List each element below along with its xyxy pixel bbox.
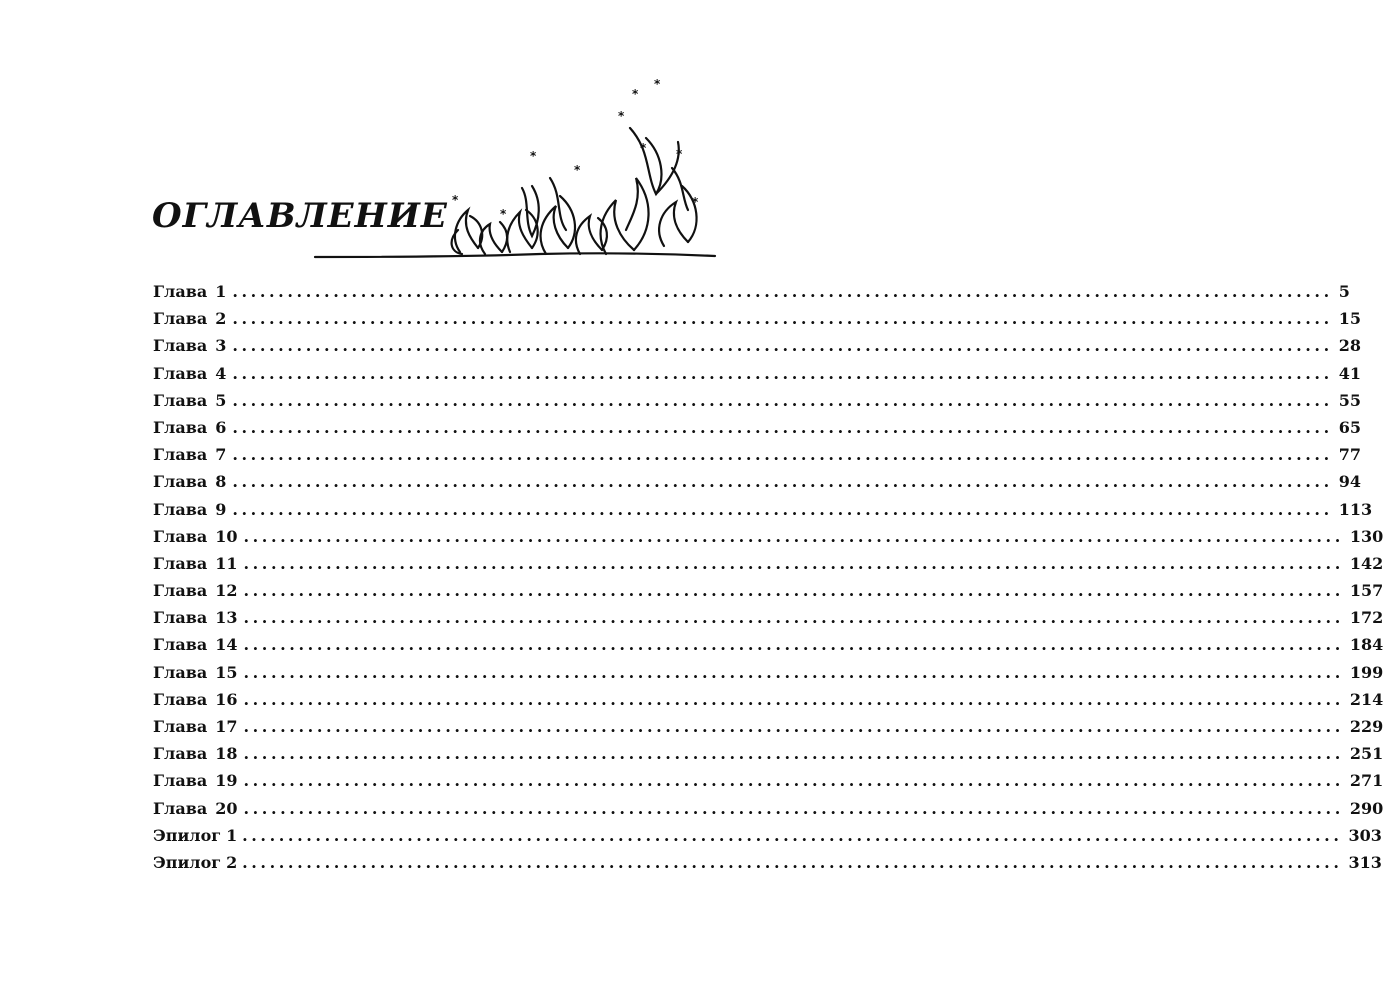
toc-entry-label: Эпилог	[153, 825, 222, 845]
toc-entry-label: Глава	[153, 282, 208, 301]
toc-page-number: 77	[1338, 445, 1362, 465]
toc-dot-leader: ........................................................................................................................	[243, 581, 1344, 601]
toc-dot-leader: ........................................................................................................................	[243, 717, 1344, 736]
toc-entry[interactable]	[153, 472, 1362, 499]
toc-entry-number: 5	[215, 390, 227, 410]
toc-page-number: 199	[1349, 662, 1383, 682]
toc-entry[interactable]	[153, 390, 1362, 418]
toc-page-number: 157	[1349, 581, 1383, 601]
toc-dot-leader: ........................................................................................................................	[232, 445, 1333, 465]
toc-entry-label: Глава	[153, 336, 208, 356]
toc-page-number: 130	[1349, 526, 1383, 546]
toc-dot-leader: ........................................................................................................................	[232, 336, 1333, 356]
toc-page-number: 142	[1349, 553, 1383, 573]
toc-page-number: 184	[1349, 635, 1383, 655]
toc-entry-number: 12	[215, 581, 238, 601]
toc-entry-number: 2	[226, 852, 238, 872]
toc-entry[interactable]	[153, 309, 1362, 336]
svg-text:*: *	[574, 163, 581, 177]
toc-entry-number: 3	[215, 336, 227, 356]
svg-text:*: *	[618, 109, 625, 123]
toc-entry-label: Глава	[153, 744, 208, 764]
toc-page-number: 5	[1338, 282, 1350, 301]
toc-entry[interactable]	[153, 635, 1383, 662]
toc-entry-number: 18	[215, 744, 238, 764]
toc-entry-number: 9	[215, 499, 227, 519]
page-title: ОГЛАВЛЕНИЕ	[152, 196, 448, 236]
toc-entry-number: 1	[226, 825, 238, 845]
toc-entry-label: Глава	[153, 472, 208, 492]
toc-page-number: 28	[1338, 336, 1362, 356]
toc-dot-leader: ........................................................................................................................	[243, 798, 1344, 818]
toc-page-number: 229	[1349, 717, 1383, 736]
toc-dot-leader: ........................................................................................................................	[232, 499, 1333, 519]
toc-dot-leader: ........................................................................................................................	[232, 363, 1333, 383]
toc-entry-label: Эпилог	[153, 852, 222, 872]
toc-entry[interactable]	[153, 282, 1350, 309]
toc-dot-leader: ........................................................................................................................	[232, 472, 1333, 492]
toc-page-number: 214	[1349, 689, 1383, 709]
toc-dot-leader: ........................................................................................................................	[243, 662, 1344, 682]
toc-entry-number: 6	[215, 417, 227, 437]
toc-entry-label: Глава	[153, 771, 208, 791]
toc-entry[interactable]	[153, 445, 1362, 472]
toc-dot-leader: ........................................................................................................................	[243, 635, 1344, 655]
toc-entry[interactable]	[153, 336, 1362, 363]
toc-dot-leader: ........................................................................................................................	[243, 771, 1344, 791]
toc-entry-number: 20	[215, 798, 238, 818]
toc-dot-leader: ........................................................................................................................	[243, 608, 1344, 628]
toc-entry-number: 19	[215, 771, 238, 791]
toc-entry-label: Глава	[153, 445, 208, 465]
toc-entry[interactable]	[153, 581, 1383, 608]
toc-entry-label: Глава	[153, 526, 208, 546]
toc-entry-number: 17	[215, 717, 238, 736]
toc-dot-leader: ........................................................................................................................	[242, 825, 1343, 845]
toc-dot-leader: ........................................................................................................................	[243, 689, 1344, 709]
toc-entry-label: Глава	[153, 417, 208, 437]
toc-entry-label: Глава	[153, 689, 208, 709]
toc-dot-leader: ........................................................................................................................	[243, 526, 1344, 546]
toc-entry-label: Глава	[153, 717, 208, 736]
toc-dot-leader: ........................................................................................................................	[232, 390, 1333, 410]
toc-entry-number: 4	[215, 363, 227, 383]
toc-entry-label: Глава	[153, 499, 208, 519]
toc-entry-label: Глава	[153, 363, 208, 383]
toc-entry-label: Глава	[153, 635, 208, 655]
toc-page-number: 65	[1338, 417, 1362, 437]
toc-entry-number: 15	[215, 662, 238, 682]
toc-entry-number: 1	[215, 282, 227, 301]
toc-entry[interactable]	[153, 608, 1383, 635]
toc-entry[interactable]	[153, 852, 1382, 880]
toc-entry[interactable]	[153, 499, 1373, 527]
toc-entry[interactable]	[153, 771, 1383, 798]
toc-page-number: 251	[1349, 744, 1383, 764]
toc-page-number: 290	[1349, 798, 1383, 818]
toc-entry-number: 8	[215, 472, 227, 492]
svg-text:*: *	[500, 207, 507, 221]
toc-entry[interactable]	[153, 363, 1362, 391]
toc-entry[interactable]	[153, 526, 1383, 554]
toc-entry-label: Глава	[153, 608, 208, 628]
toc-entry-number: 14	[215, 635, 238, 655]
toc-page-number: 15	[1338, 309, 1362, 329]
toc-entry[interactable]	[153, 689, 1383, 717]
toc-entry-number: 7	[215, 445, 227, 465]
toc-entry-label: Глава	[153, 662, 208, 682]
toc-entry[interactable]	[153, 662, 1383, 690]
svg-text:*: *	[640, 141, 647, 155]
toc-page-number: 271	[1349, 771, 1383, 791]
svg-text:*: *	[692, 195, 699, 209]
toc-entry[interactable]	[153, 717, 1383, 744]
toc-entry-number: 13	[215, 608, 238, 628]
toc-page-number: 313	[1348, 852, 1382, 872]
toc-entry-number: 2	[215, 309, 227, 329]
toc-dot-leader: ........................................................................................................................	[232, 309, 1333, 329]
toc-page-number: 55	[1338, 390, 1362, 410]
toc-entry-label: Глава	[153, 309, 208, 329]
svg-text:*: *	[632, 87, 639, 101]
svg-text:*: *	[676, 147, 683, 161]
toc-entry-number: 10	[215, 526, 238, 546]
toc-entry[interactable]	[153, 744, 1383, 771]
svg-text:*: *	[452, 193, 459, 207]
toc-entry[interactable]	[153, 798, 1383, 826]
toc-dot-leader: ........................................................................................................................	[243, 744, 1344, 764]
toc-dot-leader: ........................................................................................................................	[232, 417, 1333, 437]
toc-entry[interactable]	[153, 553, 1383, 581]
toc-entry-label: Глава	[153, 581, 208, 601]
toc-entry[interactable]	[153, 417, 1362, 445]
toc-dot-leader: ........................................................................................................................	[243, 553, 1344, 573]
toc-page-number: 94	[1338, 472, 1362, 492]
table-of-contents	[153, 282, 1383, 880]
toc-entry[interactable]	[153, 825, 1382, 853]
toc-page-number: 41	[1338, 363, 1362, 383]
toc-dot-leader: ........................................................................................................................	[242, 852, 1343, 872]
toc-page-number: 172	[1349, 608, 1383, 628]
flames-icon	[310, 70, 720, 270]
toc-entry-label: Глава	[153, 390, 208, 410]
toc-dot-leader: ........................................................................................................................	[232, 282, 1333, 301]
toc-entry-number: 16	[215, 689, 238, 709]
svg-text:*: *	[530, 149, 537, 163]
toc-entry-label: Глава	[153, 798, 208, 818]
toc-page-number: 303	[1348, 825, 1382, 845]
toc-entry-number: 11	[215, 553, 238, 573]
svg-text:*: *	[654, 77, 661, 91]
toc-entry-label: Глава	[153, 553, 208, 573]
toc-page-number: 113	[1338, 499, 1373, 519]
